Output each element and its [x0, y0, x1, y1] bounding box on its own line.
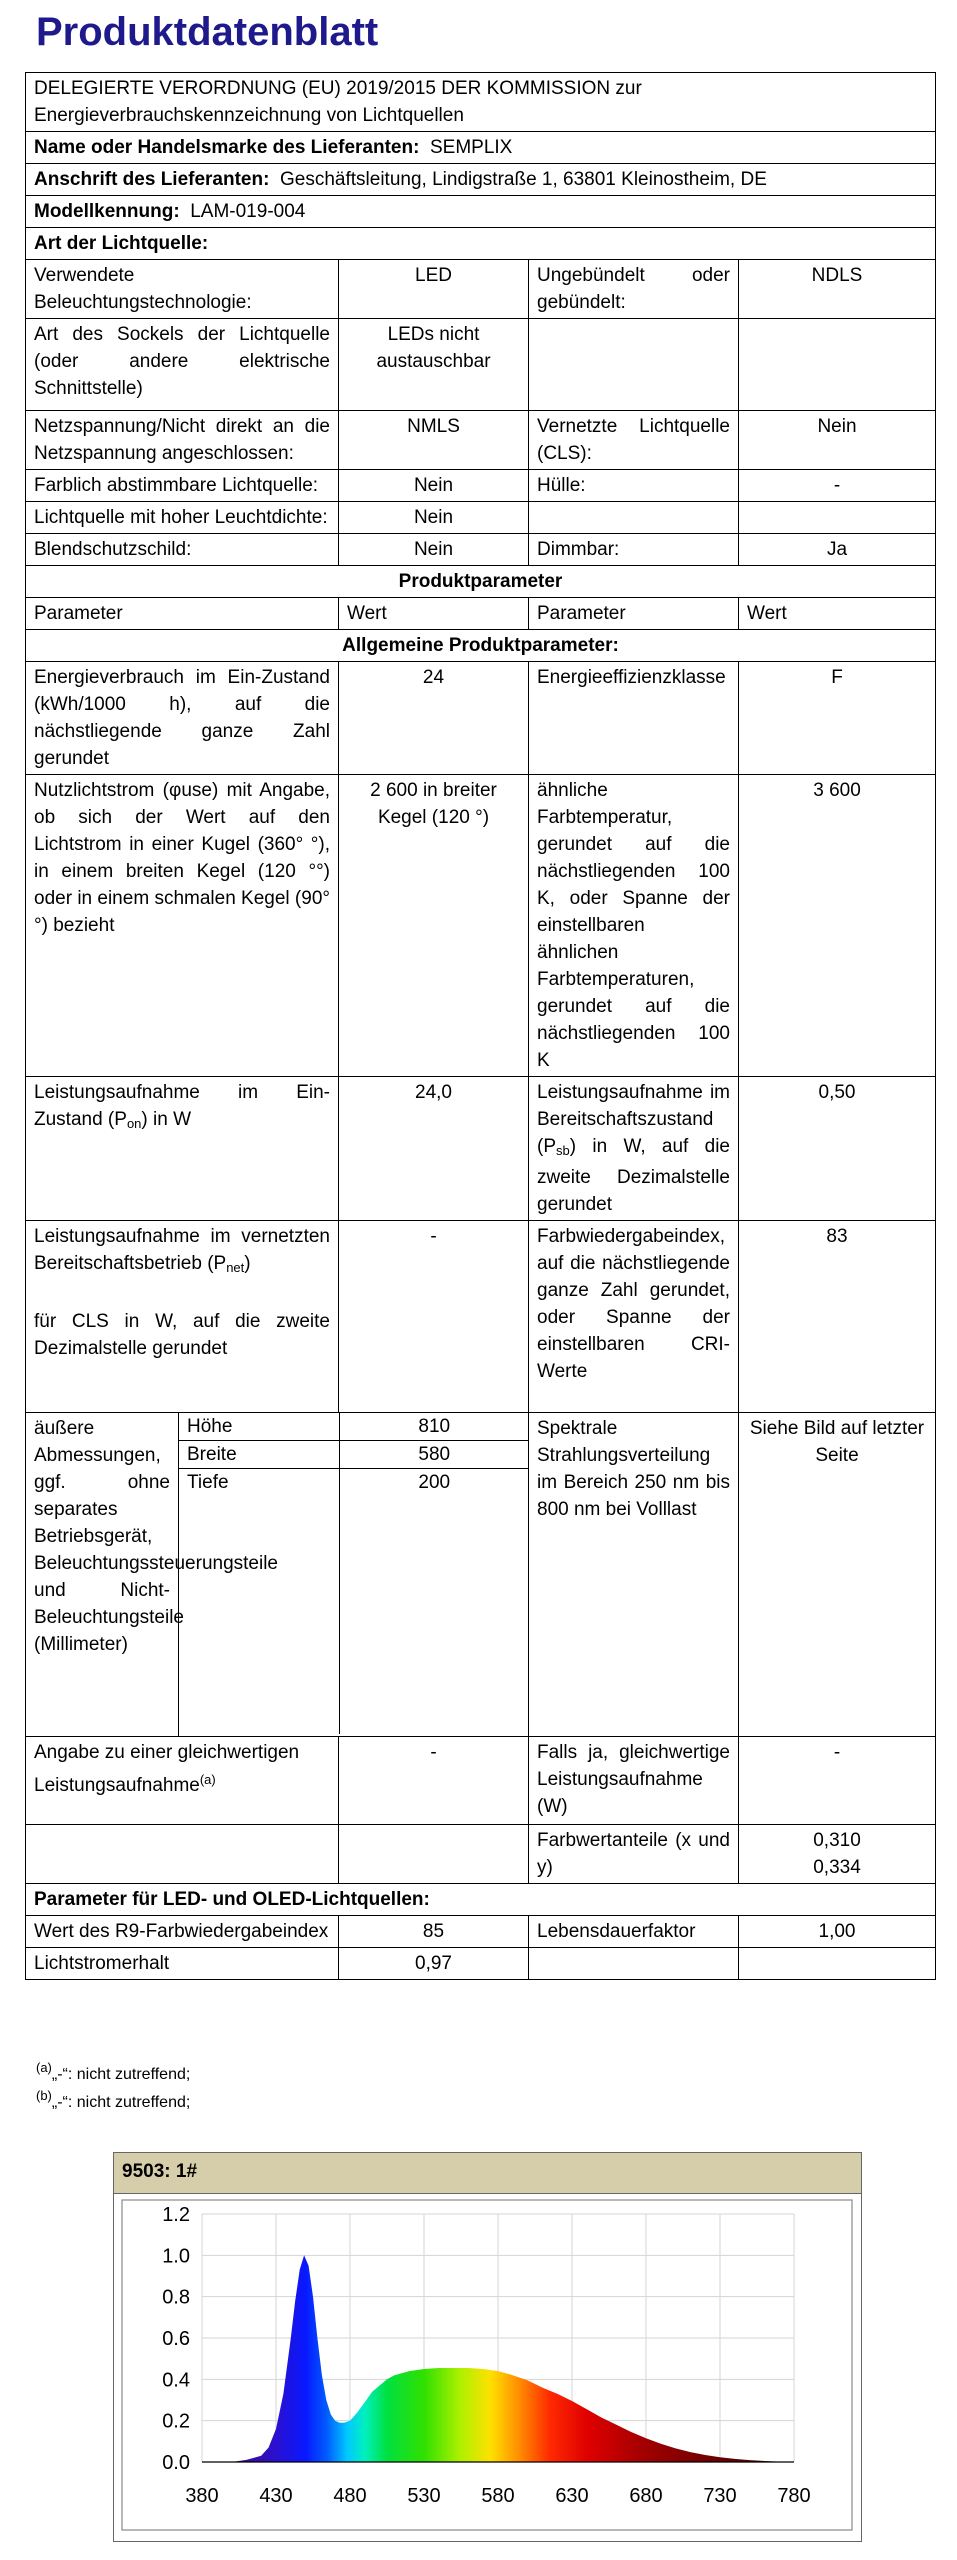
highlum-empty-2 — [739, 502, 936, 534]
regulation-text: DELEGIERTE VERORDNUNG (EU) 2019/2015 DER KOMMISSION zur Energieverbrauchskennzeichnung von Lichtquellen — [26, 73, 936, 132]
dimmable-label: Dimmbar: — [529, 534, 739, 566]
psb-label-tail: ) in W, auf die zweite Dezimalstelle gerundet — [537, 1136, 730, 1215]
address-row — [26, 164, 936, 196]
eeclass-label: Energieeffizienzklasse — [529, 662, 739, 775]
envelope-value: - — [739, 470, 936, 502]
cls-label: Vernetzte Lichtquelle (CLS): — [529, 411, 739, 470]
cct-label: ähnliche Farbtemperatur, gerundet auf die nächstliegenden 100 K, oder Spanne der einstellbaren ähnlichen Farbtemperaturen, gerundet auf die nächstliegenden 100 K — [529, 775, 739, 1077]
chroma-x: 0,310 — [813, 1830, 861, 1851]
x-tick-label-530: 530 — [407, 2485, 441, 2507]
y-tick-label-6: 1.2 — [162, 2204, 190, 2226]
dims-group — [179, 1413, 529, 1737]
pon-row — [26, 1077, 936, 1221]
address-value: Geschäftsleitung, Lindigstraße 1, 63801 Kleinostheim, DE — [280, 169, 767, 190]
glare-row — [26, 534, 936, 566]
equiv-value: - — [339, 1737, 529, 1825]
pnet-label-text: Leistungsaufnahme im vernetzten Bereitschaftsbetrieb (P — [34, 1226, 330, 1274]
highlum-row — [26, 502, 936, 534]
tunable-value: Nein — [339, 470, 529, 502]
chroma-row — [26, 1825, 936, 1884]
x-tick-label-730: 730 — [703, 2485, 737, 2507]
product-params-heading: Produktparameter — [26, 566, 936, 598]
x-tick-label-680: 680 — [629, 2485, 663, 2507]
tunable-label: Farblich abstimmbare Lichtquelle: — [26, 470, 339, 502]
chroma-empty-2 — [339, 1825, 529, 1884]
focus-value: NDLS — [739, 260, 936, 319]
flux-row — [26, 775, 936, 1077]
chroma-value — [739, 1825, 936, 1884]
dims-height-row — [179, 1413, 529, 1441]
led-heading-row — [26, 1884, 936, 1916]
maint-empty-1 — [529, 1948, 739, 1980]
regulation-row — [26, 73, 936, 132]
general-heading: Allgemeine Produktparameter: — [26, 630, 936, 662]
tech-value: LED — [339, 260, 529, 319]
mains-row — [26, 411, 936, 470]
envelope-label: Hülle: — [529, 470, 739, 502]
equiv-label — [26, 1737, 339, 1825]
depth-label: Tiefe — [179, 1469, 339, 1734]
cct-value: 3 600 — [739, 775, 936, 1077]
product-params-heading-row — [26, 566, 936, 598]
pon-label-sub: on — [126, 1116, 142, 1131]
equiv-label-text: Angabe zu einer gleichwertigen Leistungsaufnahme — [34, 1742, 300, 1796]
page-title: Produktdatenblatt — [36, 10, 379, 54]
mains-label: Netzspannung/Nicht direkt an die Netzspannung angeschlossen: — [26, 411, 339, 470]
dims-label: äußere Abmessungen, ggf. ohne separates Betriebsgerät, Beleuchtungssteuerungsteile und Nicht-Beleuchtungsteile (Millimeter) — [26, 1413, 179, 1737]
pon-label-text: Leistungsaufnahme im Ein-Zustand (P — [34, 1082, 330, 1130]
pnet-label — [26, 1221, 339, 1413]
chart-title: 9503: 1# — [122, 2161, 198, 2182]
maint-label: Lichtstromerhalt — [26, 1948, 339, 1980]
width-label: Breite — [179, 1441, 339, 1469]
x-tick-label-380: 380 — [185, 2485, 219, 2507]
cri-label: Farbwiedergabeindex, auf die nächstliegende ganze Zahl gerundet, oder Spanne der einstellbaren CRI-Werte — [529, 1221, 739, 1413]
depth-value: 200 — [418, 1472, 451, 1493]
psb-label — [529, 1077, 739, 1221]
col-header-param-1: Parameter — [26, 598, 339, 630]
x-tick-label-580: 580 — [481, 2485, 515, 2507]
highlum-label: Lichtquelle mit hoher Leuchtdichte: — [26, 502, 339, 534]
spectrum-chart — [113, 2152, 862, 2542]
footnote-a-text: „-“: nicht zutreffend; — [51, 2066, 191, 2083]
psb-value: 0,50 — [739, 1077, 936, 1221]
maint-row — [26, 1948, 936, 1980]
focus-label: Ungebündelt oder gebündelt: — [529, 260, 739, 319]
col-header-value-2: Wert — [739, 598, 936, 630]
pnet-label-sub: net — [226, 1260, 245, 1275]
maint-value: 0,97 — [339, 1948, 529, 1980]
life-label: Lebensdauerfaktor — [529, 1916, 739, 1948]
pon-value: 24,0 — [339, 1077, 529, 1221]
r9-value: 85 — [339, 1916, 529, 1948]
energy-value: 24 — [339, 662, 529, 775]
dims-width-row — [179, 1441, 529, 1469]
cls-value: Nein — [739, 411, 936, 470]
r9-row — [26, 1916, 936, 1948]
height-label: Höhe — [179, 1413, 339, 1441]
equiv-if-value: - — [739, 1737, 936, 1825]
col-header-value-1: Wert — [339, 598, 529, 630]
pon-label-tail: ) in W — [141, 1109, 192, 1130]
pnet-row — [26, 1221, 936, 1413]
general-heading-row — [26, 630, 936, 662]
cri-value: 83 — [739, 1221, 936, 1413]
y-tick-label-5: 1.0 — [162, 2245, 190, 2268]
socket-label: Art des Sockels der Lichtquelle (oder andere elektrische Schnittstelle) — [26, 319, 339, 411]
footnote-b-text: „-“: nicht zutreffend; — [51, 2094, 191, 2111]
chroma-y: 0,334 — [813, 1857, 861, 1878]
eeclass-value: F — [739, 662, 936, 775]
x-tick-label-780: 780 — [777, 2485, 811, 2507]
equiv-row — [26, 1737, 936, 1825]
type-heading-row — [26, 228, 936, 260]
y-tick-label-4: 0.8 — [162, 2286, 190, 2309]
energy-label: Energieverbrauch im Ein-Zustand (kWh/1000 h), auf die nächstliegende ganze Zahl gerundet — [26, 662, 339, 775]
tunable-row — [26, 470, 936, 502]
psb-label-text: Leistungsaufnahme im Bereitschaftszustand (P — [537, 1082, 730, 1157]
highlum-value: Nein — [339, 502, 529, 534]
height-value: 810 — [339, 1413, 529, 1441]
pnet-label-cls: für CLS in W, auf die zweite Dezimalstelle gerundet — [34, 1311, 330, 1359]
chart-title-bar — [114, 2153, 861, 2194]
supplier-row — [26, 132, 936, 164]
supplier-label: Name oder Handelsmarke des Lieferanten: — [34, 137, 420, 158]
energy-row — [26, 662, 936, 775]
x-tick-label-480: 480 — [333, 2485, 367, 2507]
pnet-value: - — [339, 1221, 529, 1413]
y-tick-label-1: 0.2 — [162, 2410, 190, 2433]
y-tick-label-3: 0.6 — [162, 2328, 190, 2350]
y-tick-label-0: 0.0 — [162, 2452, 190, 2474]
socket-empty-1 — [529, 319, 739, 411]
model-row — [26, 196, 936, 228]
dimmable-value: Ja — [739, 534, 936, 566]
address-label: Anschrift des Lieferanten: — [34, 169, 270, 190]
led-heading: Parameter für LED- und OLED-Lichtquellen: — [26, 1884, 936, 1916]
mains-value: NMLS — [339, 411, 529, 470]
glare-value: Nein — [339, 534, 529, 566]
r9-label: Wert des R9-Farbwiedergabeindex — [26, 1916, 339, 1948]
life-value: 1,00 — [739, 1916, 936, 1948]
flux-label: Nutzlichtstrom (φuse) mit Angabe, ob sich der Wert auf den Lichtstrom in einer Kugel (360° °), in einem breiten Kegel (120 °°) oder in einem schmalen Kegel (90° °) bezieht — [26, 775, 339, 1077]
footnote-b-mark: (b) — [36, 2088, 52, 2103]
psb-label-sub: sb — [556, 1143, 570, 1158]
socket-empty-2 — [739, 319, 936, 411]
spectral-label: Spektrale Strahlungsverteilung im Bereich 250 nm bis 800 nm bei Volllast — [529, 1413, 739, 1737]
model-label: Modellkennung: — [34, 201, 180, 222]
footnote-a-mark: (a) — [36, 2060, 52, 2075]
datasheet-table — [25, 72, 936, 1980]
x-tick-label-430: 430 — [259, 2485, 293, 2507]
tech-row — [26, 260, 936, 319]
socket-row — [26, 319, 936, 411]
equiv-label-sup: (a) — [199, 1772, 216, 1787]
footnote-b — [36, 2088, 190, 2112]
highlum-empty-1 — [529, 502, 739, 534]
spectral-value: Siehe Bild auf letzter Seite — [739, 1413, 936, 1737]
col-header-param-2: Parameter — [529, 598, 739, 630]
type-heading: Art der Lichtquelle: — [26, 228, 936, 260]
dims-depth-row — [179, 1469, 529, 1734]
equiv-if-label: Falls ja, gleichwertige Leistungsaufnahme (W) — [529, 1737, 739, 1825]
tech-label: Verwendete Beleuchtungstechnologie: — [26, 260, 339, 319]
flux-value: 2 600 in breiter Kegel (120 °) — [339, 775, 529, 1077]
dimensions-row — [26, 1413, 936, 1737]
spectrum-area — [232, 2255, 794, 2462]
footnote-a — [36, 2060, 190, 2084]
column-headers-row — [26, 598, 936, 630]
glare-label: Blendschutzschild: — [26, 534, 339, 566]
pon-label — [26, 1077, 339, 1221]
chroma-label: Farbwertanteile (x und y) — [529, 1825, 739, 1884]
maint-empty-2 — [739, 1948, 936, 1980]
chart-frame — [122, 2200, 852, 2530]
spectrum-plot — [114, 2194, 861, 2541]
chroma-empty-1 — [26, 1825, 339, 1884]
model-value: LAM-019-004 — [190, 201, 306, 222]
y-tick-label-2: 0.4 — [162, 2369, 190, 2392]
socket-value: LEDs nicht austauschbar — [339, 319, 529, 411]
width-value: 580 — [339, 1441, 529, 1469]
pnet-label-tail: ) — [244, 1253, 251, 1274]
x-tick-label-630: 630 — [555, 2485, 589, 2507]
supplier-value: SEMPLIX — [429, 137, 513, 158]
